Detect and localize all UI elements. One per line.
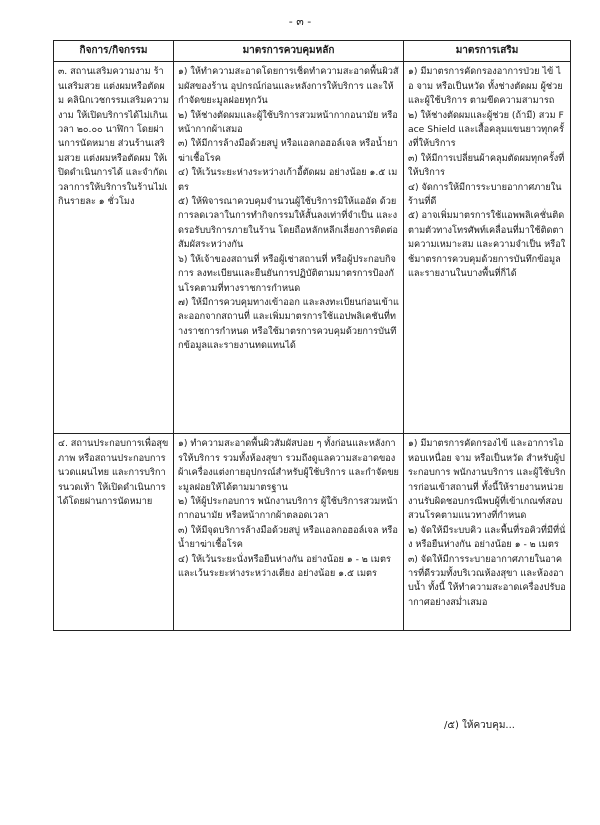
extra-measure-item: ๓) จัดให้มีการระบายอากาศภายในอาคารที่ดีรวมทั้งบริเวณห้องสุขา และห้องอาบน้ำ ทั้งนี้ ให้ทำความสะอาดเครื่องปรับอากาศอย่างสม่ำเสมอ bbox=[408, 553, 566, 608]
page-number: - ๓ - bbox=[288, 15, 312, 28]
main-measures-cell bbox=[174, 62, 404, 434]
main-measure-item: ๓) ให้มีการล้างมือด้วยสบู่ หรือแอลกอฮอล์เจล หรือน้ำยาฆ่าเชื้อโรค bbox=[178, 138, 398, 164]
extra-measures-cell bbox=[404, 434, 571, 631]
extra-measure-item: ๔) จัดการให้มีการระบายอากาศภายในร้านที่ดี bbox=[408, 181, 562, 208]
main-measure-item: ๗) ให้มีการควบคุมทางเข้าออก และลงทะเบียนก่อนเข้าและออกจากสถานที่ และเพิ่มมาตรการใช้แอปพลิเคชันที่ทางราชการกำหนด หรือใช้มาตรการควบคุมด้วยการบันทึกข้อมูลและรายงานทดแทนได้ bbox=[178, 296, 399, 352]
activity-text: ๓. สถานเสริมความงาม ร้านเสริมสวย แต่งผมหรือตัดผม คลินิกเวชกรรมเสริมความงาม ให้เปิดบริการได้ไม่เกินเวลา ๒๐.๐๐ นาฬิกา โดยผ่านการนัดหมาย ส่วนร้านเสริมสวย แต่งผมหรือตัดผม ให้เปิดดำเนินการได้ และจำกัดเวลาการให้บริการในร้านไม่เกินรายละ ๑ ชั่วโมง bbox=[58, 66, 169, 208]
main-measure-item: ๖) ให้เจ้าของสถานที่ หรือผู้เช่าสถานที่ หรือผู้ประกอบกิจการ ลงทะเบียนและยืนยันการปฏิบัติตามมาตรการป้องกันโรคตามที่ทางราชการกำหนด bbox=[178, 253, 396, 294]
activity-text: ๔. สถานประกอบการเพื่อสุขภาพ หรือสถานประกอบการนวดแผนไทย และการบริการนวดเท้า ให้เปิดดำเนินการได้โดยผ่านการนัดหมาย bbox=[58, 438, 169, 508]
activity-cell bbox=[54, 62, 174, 434]
main-measure-item: ๔) ให้เว้นระยะนั่งหรือยืนห่างกัน อย่างน้อย ๑ - ๒ เมตร และเว้นระยะห่างระหว่างเตียง อย่างน้อย ๑.๕ เมตร bbox=[178, 553, 391, 580]
header-activity: กิจการ/กิจกรรม bbox=[54, 41, 174, 62]
main-measures-cell bbox=[174, 434, 404, 631]
header-extra-measures: มาตรการเสริม bbox=[404, 41, 571, 62]
extra-measure-item: ๑) มีมาตรการคัดกรองไข้ และอาการไอ หอบเหนื่อย จาม หรือเป็นหวัด สำหรับผู้ประกอบการ พนักงานบริการ และผู้ใช้บริการก่อนเข้าสถานที่ ทั้งนี้ให้รายงานหน่วยงานรับผิดชอบกรณีพบผู้ที่เข้าเกณฑ์สอบสวนโรคตามแนวทางที่กำหนด bbox=[408, 438, 566, 522]
extra-measure-item: ๕) อาจเพิ่มมาตรการใช้แอพพลิเคชั่นติดตามตัวทางโทรศัพท์เคลื่อนที่มาใช้ติดตามความเหมาะสม และความจำเป็น หรือใช้มาตรการควบคุมด้วยการบันทึกข้อมูลและรายงานในบางพื้นที่ก็ได้ bbox=[408, 210, 566, 280]
header-main-measures: มาตรการควบคุมหลัก bbox=[174, 41, 404, 62]
extra-measure-item: ๓) ให้มีการเปลี่ยนผ้าคลุมตัดผมทุกครั้งที่ให้บริการ bbox=[408, 152, 565, 179]
table-row bbox=[54, 434, 571, 631]
main-measure-item: ๑) ทำความสะอาดพื้นผิวสัมผัสบ่อย ๆ ทั้งก่อนและหลังการให้บริการ รวมทั้งห้องสุขา รวมถึงดูแลความสะอาดของผ้าเครื่องแต่งกายอุปกรณ์สำหรับผู้ใช้บริการ และกำจัดขยะมูลฝอยให้ได้ตามมาตรฐาน bbox=[178, 438, 399, 493]
extra-measure-item: ๒) ให้ช่างตัดผมและผู้ช่วย (ถ้ามี) สวม Face Shield และเสื้อคลุมแขนยาวทุกครั้งที่ให้บริการ bbox=[408, 109, 564, 150]
activity-cell bbox=[54, 434, 174, 631]
main-measure-item: ๒) ให้ผู้ประกอบการ พนักงานบริการ ผู้ใช้บริการสวมหน้ากากอนามัย หรือหน้ากากผ้าตลอดเวลา bbox=[178, 496, 398, 522]
extra-measures-cell bbox=[404, 62, 571, 434]
main-measure-item: ๒) ให้ช่างตัดผมและผู้ใช้บริการสวมหน้ากากอนามัย หรือหน้ากากผ้าเสมอ bbox=[178, 109, 398, 136]
main-measure-item: ๓) ให้มีจุดบริการล้างมือด้วยสบู่ หรือแอลกอฮอล์เจล หรือน้ำยาฆ่าเชื้อโรค bbox=[178, 524, 398, 551]
table-row bbox=[54, 62, 571, 434]
extra-measure-item: ๑) มีมาตรการคัดกรองอาการป่วย ไข้ ไอ จาม หรือเป็นหวัด ทั้งช่างตัดผม ผู้ช่วย และผู้ใช้บริการ ตามขีดความสามารถ bbox=[408, 66, 563, 107]
main-measure-item: ๕) ให้พิจารณาควบคุมจำนวนผู้ใช้บริการมิให้แออัด ด้วยการลดเวลาในการทำกิจกรรมให้สั้นลงเท่าที่จำเป็น และงดรอรับบริการภายในร้าน โดยถือหลักหลีกเลี่ยงการติดต่อสัมผัสระหว่างกัน bbox=[178, 196, 398, 251]
main-measure-item: ๔) ให้เว้นระยะห่างระหว่างเก้าอี้ตัดผม อย่างน้อย ๑.๕ เมตร bbox=[178, 167, 398, 193]
main-measure-item: ๑) ให้ทำความสะอาดโดยการเช็ดทำความสะอาดพื้นผิวสัมผัสของร้าน อุปกรณ์ก่อนและหลังการให้บริการ และให้กำจัดขยะมูลฝอยทุกวัน bbox=[178, 66, 399, 107]
measures-table bbox=[53, 40, 571, 631]
extra-measure-item: ๒) จัดให้มีระบบคิว และพื้นที่รอคิวที่มีที่นั่ง หรือยืนห่างกัน อย่างน้อย ๑ - ๒ เมตร bbox=[408, 524, 566, 551]
continuation-note: /๕) ให้ควบคุม... bbox=[444, 720, 515, 731]
table-header-row bbox=[54, 41, 571, 62]
